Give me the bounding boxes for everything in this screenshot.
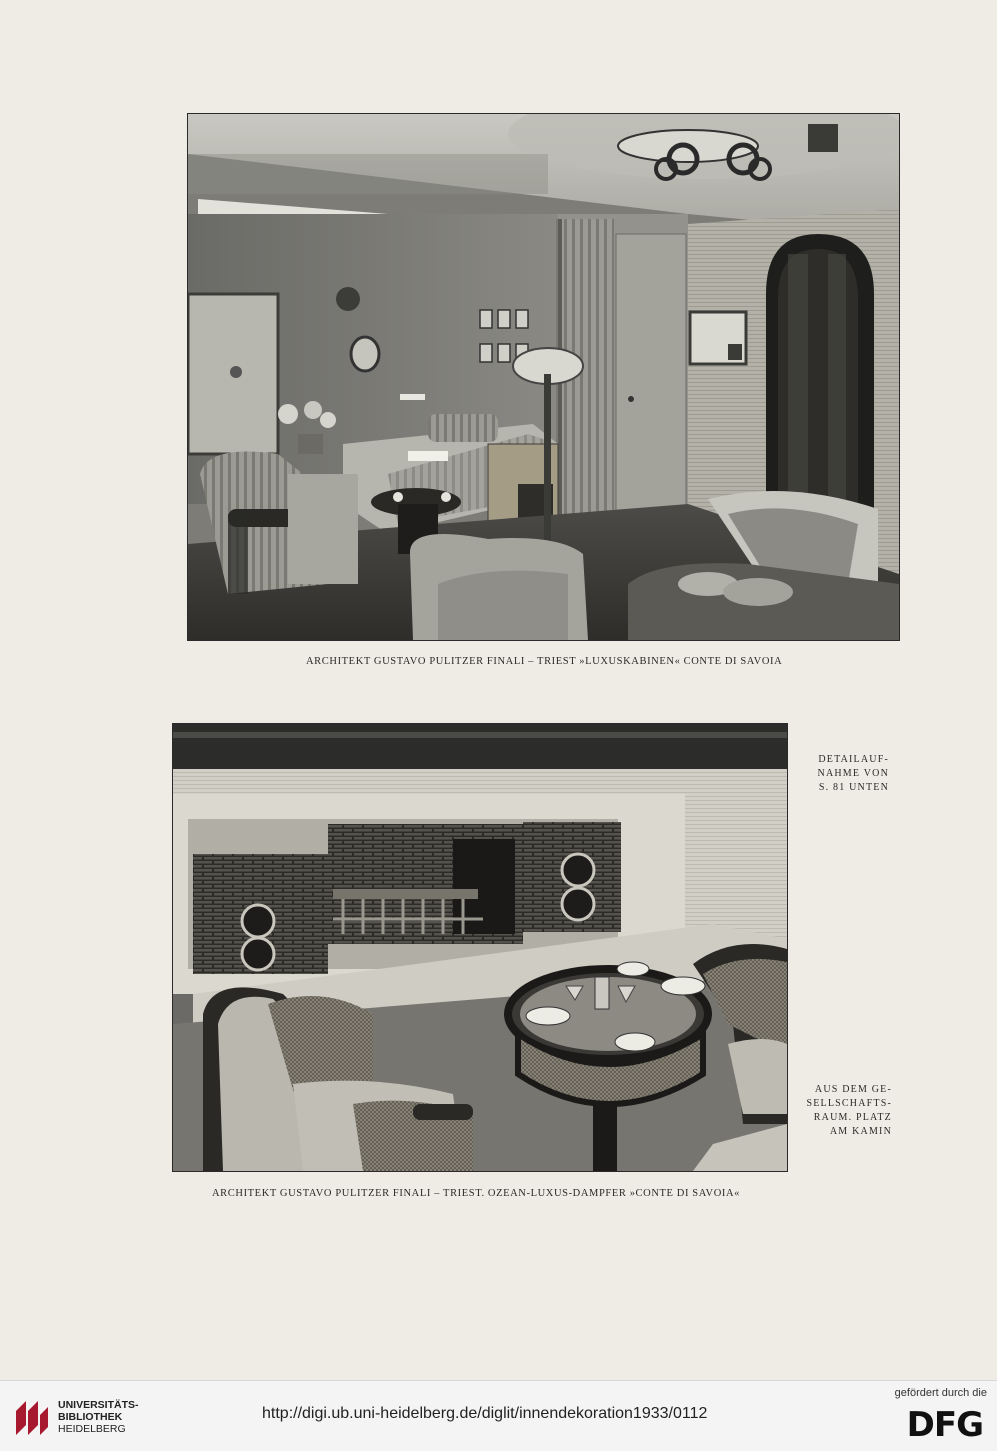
side-note-detail-line: S. 81 UNTEN bbox=[818, 782, 889, 793]
caption-top: ARCHITEKT GUSTAVO PULITZER FINALI – TRIEST »LUXUSKABINEN« CONTE DI SAVOIA bbox=[306, 656, 783, 667]
fireplace-photo-illustration bbox=[173, 724, 787, 1171]
dfg-logo: DFG bbox=[906, 1405, 983, 1445]
side-note-room-line: RAUM. PLATZ bbox=[813, 1112, 892, 1123]
institution-name-line: UNIVERSITÄTS- bbox=[58, 1399, 139, 1411]
side-note-room-line: AUS DEM GE- bbox=[814, 1084, 892, 1095]
footer-bar bbox=[0, 1380, 997, 1451]
caption-bottom: ARCHITEKT GUSTAVO PULITZER FINALI – TRIEST. OZEAN-LUXUS-DAMPFER »CONTE DI SAVOIA« bbox=[212, 1188, 741, 1199]
side-note-detail-line: DETAILAUF- bbox=[818, 754, 889, 765]
cabin-photo-illustration bbox=[188, 114, 899, 640]
institution-name-line: BIBLIOTHEK bbox=[58, 1411, 123, 1423]
photo-fireplace-lounge bbox=[172, 723, 788, 1172]
institution-name-line: HEIDELBERG bbox=[58, 1423, 126, 1435]
side-note-room bbox=[792, 1083, 892, 1139]
photo-luxury-cabin bbox=[187, 113, 900, 641]
institution-name bbox=[58, 1399, 139, 1435]
side-note-detail bbox=[799, 753, 889, 795]
permalink-url[interactable]: http://digi.ub.uni-heidelberg.de/diglit/innendekoration1933/0112 bbox=[262, 1405, 708, 1422]
funding-label: gefördert durch die bbox=[894, 1387, 987, 1399]
university-library-logo-icon bbox=[12, 1397, 52, 1439]
side-note-room-line: AM KAMIN bbox=[829, 1126, 892, 1137]
side-note-room-line: SELLSCHAFTS- bbox=[806, 1098, 892, 1109]
side-note-detail-line: NAHME VON bbox=[817, 768, 889, 779]
